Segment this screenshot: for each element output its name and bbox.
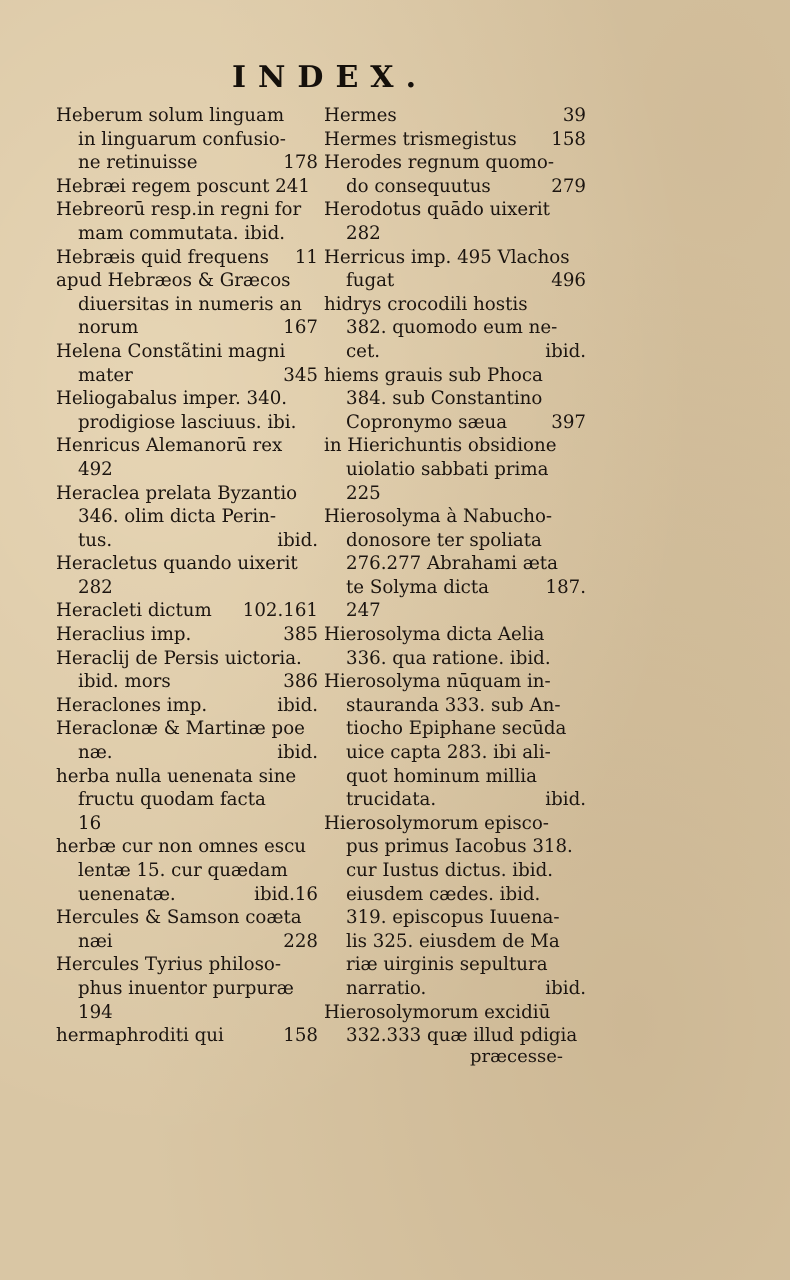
entry-text: mam commutata. ibid. [78, 222, 286, 244]
entry-reference: ibid.16 [254, 883, 318, 905]
entry-reference: ibid. [277, 694, 318, 716]
entry-text: trucidata. [346, 789, 437, 811]
index-entry-line [56, 552, 318, 576]
entry-text: Heraclij de Persis uictoria. [56, 647, 302, 669]
entry-text: prodigiose lasciuus. ibi. [78, 411, 297, 433]
entry-text: quot hominum millia [346, 765, 537, 787]
entry-text: Hierosolyma nūquam in- [324, 671, 551, 693]
index-entry-line [324, 930, 586, 954]
entry-text: hidrys crocodili hostis [324, 293, 528, 315]
entry-text: apud Hebræos & Græcos [56, 270, 291, 292]
entry-text: pus primus Iacobus 318. [346, 836, 573, 858]
index-entry-line [324, 906, 586, 930]
index-entry-line [324, 151, 586, 175]
entry-text: Hermes [324, 105, 397, 126]
entry-reference: 11 [294, 246, 318, 268]
index-entry-line [324, 741, 586, 765]
index-entry-line [324, 977, 586, 1001]
entry-text: hiems grauis sub Phoca [324, 364, 543, 386]
index-entry-line [56, 788, 318, 812]
entry-text: fugat [346, 270, 395, 292]
index-entry-line [56, 765, 318, 789]
entry-text: 382. quomodo eum ne- [346, 317, 558, 339]
index-entry-line [324, 552, 586, 576]
entry-text: te Solyma dicta [346, 576, 490, 598]
entry-text: norum [78, 317, 139, 339]
index-entry-line [324, 222, 586, 246]
index-entry-line [324, 953, 586, 977]
entry-text: tiocho Epiphane secūda [346, 718, 567, 740]
index-entry-line [324, 434, 586, 458]
entry-text: næi [78, 930, 113, 952]
index-entry-line [56, 175, 318, 199]
index-entry-line [324, 293, 586, 317]
index-entry-line [56, 293, 318, 317]
entry-text: 247 [346, 600, 381, 622]
entry-text: Heberum solum linguam [56, 105, 285, 126]
index-entry-line [56, 883, 318, 907]
index-entry-line [56, 576, 318, 600]
index-entry-line [324, 670, 586, 694]
entry-reference: 178 [283, 152, 318, 174]
entry-reference: 102.161 [242, 600, 318, 622]
entry-text: Helena Constãtini magni [56, 340, 286, 362]
index-entry-line [56, 411, 318, 435]
entry-text: 336. qua ratione. ibid. [346, 647, 551, 669]
entry-text: stauranda 333. sub An- [346, 694, 561, 716]
index-entry-line [324, 812, 586, 836]
index-entry-line [324, 340, 586, 364]
index-entry-line [56, 670, 318, 694]
index-entry-line [324, 859, 586, 883]
entry-text: Heracletus quando uixerit [56, 553, 298, 575]
index-entry-line [56, 906, 318, 930]
entry-text: uenenatæ. [78, 883, 176, 905]
index-entry-line [56, 694, 318, 718]
index-entry-line [56, 387, 318, 411]
entry-text: Hierosolyma dicta Aelia [324, 624, 545, 646]
index-entry-line [56, 741, 318, 765]
entry-text: ibid. mors [78, 671, 171, 693]
entry-text: Herodotus quādo uixerit [324, 199, 550, 221]
entry-text: Hercules & Samson coæta [56, 907, 302, 929]
entry-text: Herodes regnum quomo- [324, 152, 554, 174]
index-entry-line [56, 222, 318, 246]
entry-reference: 385 [283, 624, 318, 646]
entry-reference: 345 [283, 364, 318, 386]
entry-text: Hebræi regem poscunt 241 [56, 175, 310, 197]
entry-text: 346. olim dicta Perin- [78, 506, 277, 528]
entry-text: Herricus imp. 495 Vlachos [324, 246, 570, 268]
index-entry-line [56, 151, 318, 175]
entry-text: Heraclones imp. [56, 694, 208, 716]
entry-text: 16 [78, 812, 102, 834]
index-entry-line [56, 717, 318, 741]
index-entry-line [56, 198, 318, 222]
entry-text: Hierosolyma à Nabucho- [324, 506, 553, 528]
index-entry-line [56, 104, 318, 128]
entry-reference: 496 [551, 270, 586, 292]
entry-text: 282 [346, 222, 381, 244]
index-entry-line [324, 765, 586, 789]
entry-text: ne retinuisse [78, 152, 198, 174]
index-entry-line [324, 788, 586, 812]
entry-text: tus. [78, 529, 113, 551]
entry-text: lentæ 15. cur quædam [78, 860, 288, 881]
entry-reference: ibid. [545, 789, 586, 811]
entry-text: uice capta 283. ibi ali- [346, 742, 551, 764]
index-entry-line [324, 1024, 586, 1048]
entry-text: cet. [346, 340, 381, 362]
index-entry-line [324, 883, 586, 907]
index-entry-line [324, 505, 586, 529]
index-entry-line [324, 269, 586, 293]
entry-reference: 158 [283, 1025, 318, 1047]
entry-text: Henricus Alemanorū rex [56, 435, 283, 457]
page-header: INDEX. [231, 60, 429, 95]
catchword: præcesse- [470, 1046, 563, 1067]
entry-text: Hermes trismegistus [324, 128, 517, 150]
index-entry-line [324, 364, 586, 388]
index-column-right [324, 104, 586, 1048]
index-entry-line [324, 694, 586, 718]
index-entry-line [56, 128, 318, 152]
entry-text: Heliogabalus imper. 340. [56, 388, 288, 410]
index-entry-line [324, 128, 586, 152]
entry-text: 332.333 quæ illud pdigia [346, 1025, 578, 1047]
index-entry-line [324, 599, 586, 623]
entry-reference: 228 [283, 930, 318, 952]
index-entry-line [56, 529, 318, 553]
index-entry-line [56, 930, 318, 954]
index-entry-line [324, 175, 586, 199]
entry-text: 384. sub Constantino [346, 388, 543, 410]
entry-text: mater [78, 364, 133, 386]
entry-text: donosore ter spoliata [346, 529, 542, 551]
entry-text: Hierosolymorum excidiū [324, 1001, 551, 1023]
entry-text: narratio. [346, 977, 427, 999]
entry-text: Heraclonæ & Martinæ poe [56, 718, 305, 740]
index-entry-line [56, 647, 318, 671]
entry-text: 282 [78, 576, 113, 598]
entry-reference: 397 [551, 411, 586, 433]
index-entry-line [324, 411, 586, 435]
entry-text: Hierosolymorum episco- [324, 812, 549, 834]
entry-text: Hercules Tyrius philoso- [56, 954, 282, 976]
index-entry-line [56, 458, 318, 482]
entry-reference: 187. [545, 576, 586, 598]
entry-text: 276.277 Abrahami æta [346, 553, 558, 575]
index-entry-line [56, 434, 318, 458]
entry-text: Heracleti dictum [56, 600, 212, 622]
index-entry-line [56, 505, 318, 529]
entry-reference: ibid. [277, 742, 318, 764]
index-entry-line [56, 269, 318, 293]
entry-text: herba nulla uenenata sine [56, 765, 297, 787]
index-entry-line [324, 458, 586, 482]
entry-text: phus inuentor purpuræ [78, 977, 294, 999]
entry-text: in linguarum confusio- [78, 128, 286, 150]
entry-text: herbæ cur non omnes escu [56, 836, 307, 858]
index-entry-line [56, 859, 318, 883]
entry-text: diuersitas in numeris an [78, 293, 302, 315]
entry-text: do consequutus [346, 175, 491, 197]
entry-reference: 158 [551, 128, 586, 150]
index-entry-line [56, 246, 318, 270]
index-entry-line [56, 364, 318, 388]
index-entry-line [324, 316, 586, 340]
index-entry-line [56, 835, 318, 859]
entry-text: hermaphroditi qui [56, 1025, 224, 1047]
index-entry-line [324, 387, 586, 411]
index-entry-line [324, 717, 586, 741]
entry-text: cur Iustus dictus. ibid. [346, 860, 554, 881]
entry-reference: 279 [551, 175, 586, 197]
index-entry-line [56, 977, 318, 1001]
entry-text: Heraclius imp. [56, 624, 192, 646]
entry-reference: ibid. [545, 977, 586, 999]
entry-text: Copronymo sæua [346, 411, 508, 433]
entry-text: eiusdem cædes. ibid. [346, 883, 541, 905]
index-entry-line [324, 482, 586, 506]
index-column-left [56, 104, 318, 1048]
index-entry-line [324, 647, 586, 671]
entry-reference: 39 [562, 105, 586, 126]
index-entry-line [56, 953, 318, 977]
entry-text: fructu quodam facta [78, 789, 266, 811]
index-entry-line [324, 1001, 586, 1025]
entry-text: 225 [346, 482, 381, 504]
index-entry-line [324, 246, 586, 270]
index-entry-line [56, 1001, 318, 1025]
entry-reference: 167 [283, 317, 318, 339]
index-entry-line [324, 576, 586, 600]
entry-text: 194 [78, 1001, 113, 1023]
entry-text: Hebræis quid frequens [56, 246, 269, 268]
index-entry-line [324, 529, 586, 553]
index-entry-line [56, 1024, 318, 1048]
entry-reference: 386 [283, 671, 318, 693]
index-entry-line [56, 316, 318, 340]
index-entry-line [56, 812, 318, 836]
entry-text: 319. episcopus Iuuena- [346, 907, 560, 929]
entry-text: riæ uirginis sepultura [346, 954, 548, 976]
entry-text: næ. [78, 742, 113, 764]
index-entry-line [324, 198, 586, 222]
index-entry-line [56, 340, 318, 364]
entry-reference: ibid. [277, 529, 318, 551]
index-entry-line [56, 599, 318, 623]
index-entry-line [324, 835, 586, 859]
index-entry-line [324, 623, 586, 647]
entry-text: in Hierichuntis obsidione [324, 435, 557, 457]
entry-reference: ibid. [545, 340, 586, 362]
index-entry-line [324, 104, 586, 128]
index-entry-line [56, 623, 318, 647]
entry-text: Hebreorū resp.in regni for [56, 199, 302, 221]
entry-text: Heraclea prelata Byzantio [56, 482, 298, 504]
entry-text: lis 325. eiusdem de Ma [346, 930, 560, 952]
index-entry-line [56, 482, 318, 506]
entry-text: uiolatio sabbati prima [346, 458, 549, 480]
entry-text: 492 [78, 458, 113, 480]
